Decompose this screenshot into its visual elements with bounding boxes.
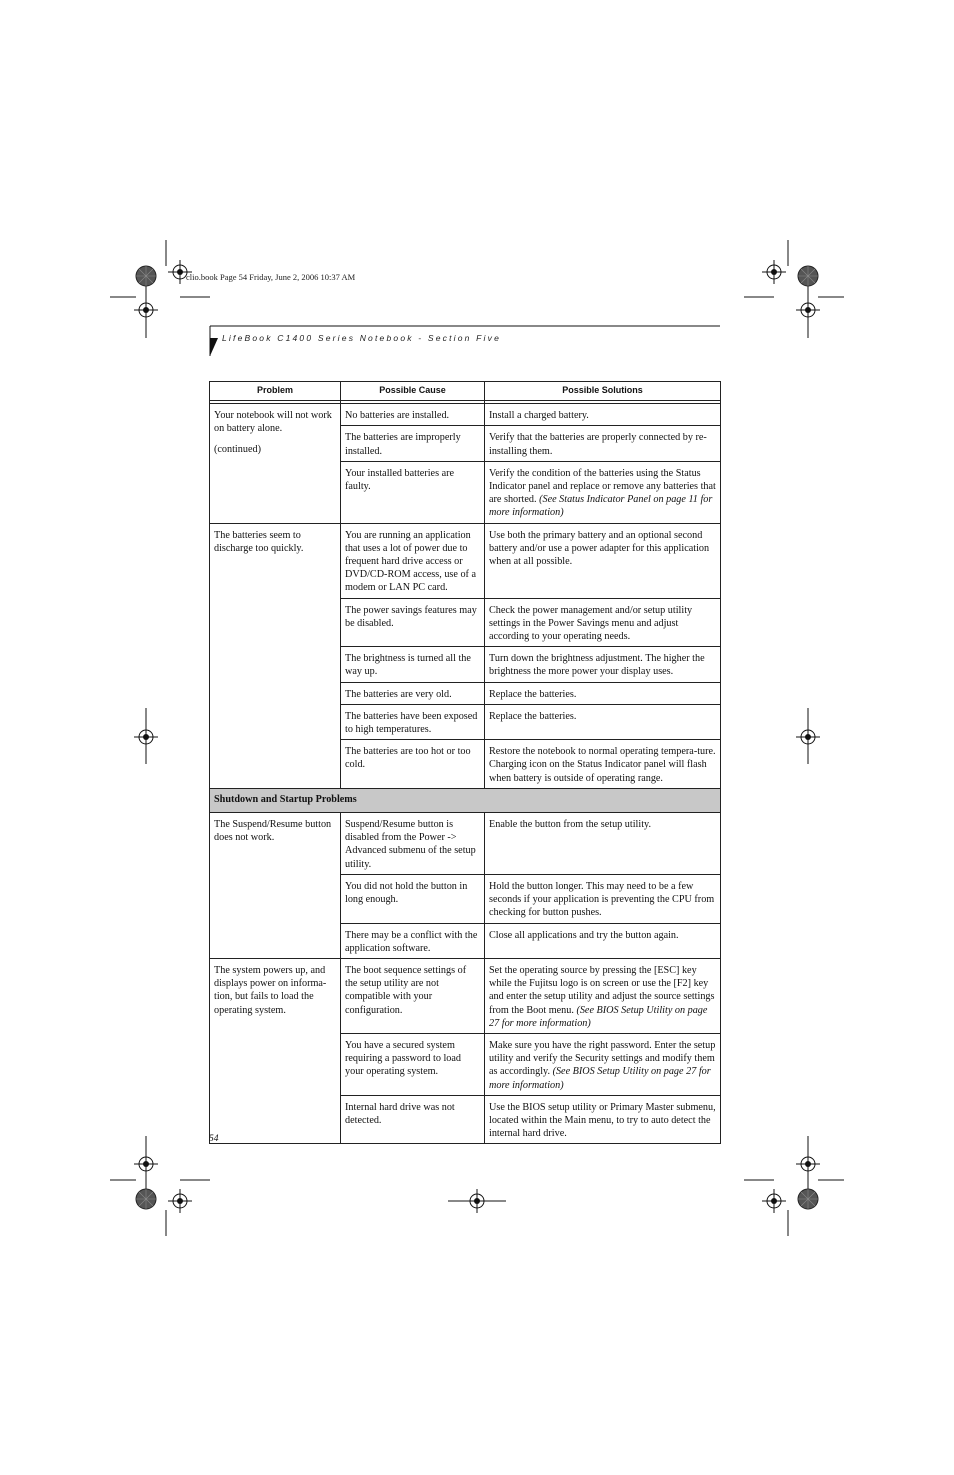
cause-cell: The batteries are very old. — [341, 682, 485, 704]
troubleshooting-table — [209, 381, 721, 1144]
solution-cell: Turn down the brightness adjustment. The higher the brightness the more power your display uses. — [485, 647, 721, 682]
table-row — [210, 523, 721, 598]
solution-text: Set the operating source by pressing the [ESC] key while the Fujitsu logo is on screen or use the [F2] key and enter the setup utility and adjust the source settings from the Boot menu. — [489, 964, 715, 1016]
problem-cell: The Suspend/Resume button does not work. — [210, 813, 341, 959]
header-possible-cause: Possible Cause — [341, 382, 485, 401]
solution-cell — [485, 958, 721, 1033]
cause-cell: Suspend/Resume button is disabled from the Power -> Advanced submenu of the setup utility. — [341, 813, 485, 875]
cause-cell: You are running an application that uses a lot of power due to frequent hard drive access or DVD/CD-ROM access, use of a modem or LAN PC card. — [341, 523, 485, 598]
solution-cell — [485, 1033, 721, 1095]
solution-cell: Verify that the batteries are properly connected by re-installing them. — [485, 426, 721, 461]
solution-cell: Enable the button from the setup utility. — [485, 813, 721, 875]
page-number: 54 — [209, 1134, 219, 1144]
cause-cell: No batteries are installed. — [341, 404, 485, 426]
problem-cell — [210, 404, 341, 523]
solution-cell: Use the BIOS setup utility or Primary Master submenu, located within the Main menu, to try to auto detect the internal hard drive. — [485, 1095, 721, 1144]
solution-cell: Close all applications and try the button again. — [485, 923, 721, 958]
cause-cell: Internal hard drive was not detected. — [341, 1095, 485, 1144]
table-row — [210, 813, 721, 875]
solution-cell: Hold the button longer. This may need to be a few seconds if your application is preventing the CPU from checking for button pushes. — [485, 874, 721, 923]
header-possible-solutions: Possible Solutions — [485, 382, 721, 401]
solution-cell: Use both the primary battery and an optional second battery and/or use a power adapter for this application when at all possible. — [485, 523, 721, 598]
solution-cell: Replace the batteries. — [485, 704, 721, 739]
slug-line: clio.book Page 54 Friday, June 2, 2006 10:37 AM — [186, 272, 356, 282]
cause-cell: You have a secured system requiring a password to load your operating system. — [341, 1033, 485, 1095]
cause-cell: The batteries are improperly installed. — [341, 426, 485, 461]
cause-cell: The brightness is turned all the way up. — [341, 647, 485, 682]
table-row — [210, 958, 721, 1033]
solution-text: Make sure you have the right password. Enter the setup utility and verify the Security settings and modify them as accordingly. — [489, 1039, 716, 1078]
solution-reference: (See BIOS Setup Utility on page 27 for more information) — [489, 1004, 708, 1029]
header-problem: Problem — [210, 382, 341, 401]
solution-cell — [485, 461, 721, 523]
table-row — [210, 404, 721, 426]
problem-cell: The batteries seem to discharge too quickly. — [210, 523, 341, 788]
cause-cell: The batteries have been exposed to high temperatures. — [341, 704, 485, 739]
table-header-row — [210, 382, 721, 401]
cause-cell: There may be a conflict with the application software. — [341, 923, 485, 958]
problem-text: Your notebook will not work on battery alone. — [214, 410, 332, 435]
section-header-row — [210, 788, 721, 812]
solution-cell: Install a charged battery. — [485, 404, 721, 426]
section-title: Shutdown and Startup Problems — [210, 788, 721, 812]
solution-cell: Replace the batteries. — [485, 682, 721, 704]
problem-cell: The system powers up, and displays power on informa-tion, but fails to load the operating system. — [210, 958, 341, 1143]
cause-cell: The boot sequence settings of the setup utility are not compatible with your configuration. — [341, 958, 485, 1033]
solution-cell: Restore the notebook to normal operating tempera-ture. Charging icon on the Status Indicator panel will flash when battery is outside of operating range. — [485, 740, 721, 789]
running-head: LifeBook C1400 Series Notebook - Section Five — [222, 333, 502, 343]
solution-text: Verify the condition of the batteries using the Status Indicator panel and replace or remove any batteries that are shorted. — [489, 467, 716, 506]
cause-cell: The power savings features may be disabled. — [341, 598, 485, 647]
solution-reference: (See BIOS Setup Utility on page 27 for more information) — [489, 1066, 711, 1091]
cause-cell: Your installed batteries are faulty. — [341, 461, 485, 523]
cause-cell: The batteries are too hot or too cold. — [341, 740, 485, 789]
cause-cell: You did not hold the button in long enough. — [341, 874, 485, 923]
problem-continued: (continued) — [214, 443, 261, 455]
solution-cell: Check the power management and/or setup utility settings in the Power Savings menu and adjust according to your operating needs. — [485, 598, 721, 647]
solution-reference: (See Status Indicator Panel on page 11 for more information) — [489, 494, 713, 519]
